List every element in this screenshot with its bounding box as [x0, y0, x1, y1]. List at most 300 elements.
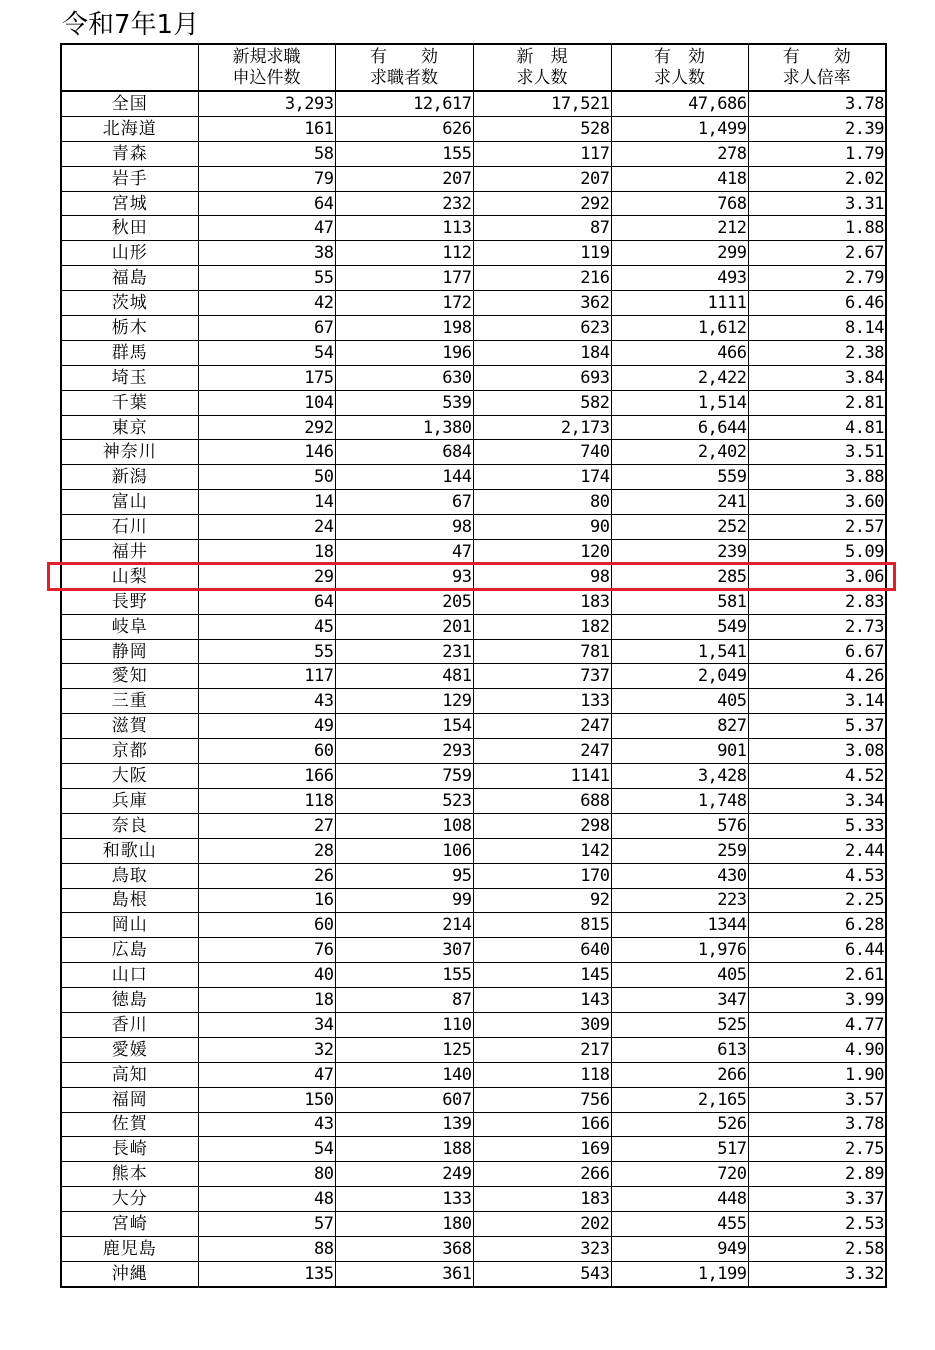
- new-applications-cell: 16: [198, 888, 335, 913]
- new-openings-cell: 80: [473, 490, 611, 515]
- new-applications-cell: 64: [198, 589, 335, 614]
- new-openings-cell: 362: [473, 291, 611, 316]
- prefecture-cell: 福井: [61, 540, 198, 565]
- prefecture-cell: 栃木: [61, 316, 198, 341]
- table-row: [61, 589, 886, 614]
- prefecture-cell: 熊本: [61, 1162, 198, 1187]
- new-applications-cell: 28: [198, 838, 335, 863]
- new-openings-cell: 182: [473, 614, 611, 639]
- ratio-cell: 8.14: [748, 316, 886, 341]
- table-row: [61, 913, 886, 938]
- active-openings-cell: 259: [611, 838, 748, 863]
- new-applications-cell: 47: [198, 216, 335, 241]
- prefecture-cell: 高知: [61, 1062, 198, 1087]
- active-openings-cell: 493: [611, 266, 748, 291]
- ratio-cell: 5.33: [748, 813, 886, 838]
- table-row: [61, 788, 886, 813]
- table-row: [61, 714, 886, 739]
- active-seekers-cell: 125: [335, 1037, 473, 1062]
- new-openings-cell: 142: [473, 838, 611, 863]
- active-seekers-cell: 684: [335, 440, 473, 465]
- active-seekers-cell: 361: [335, 1261, 473, 1286]
- new-applications-cell: 161: [198, 116, 335, 141]
- ratio-cell: 2.89: [748, 1162, 886, 1187]
- active-seekers-cell: 231: [335, 639, 473, 664]
- active-seekers-cell: 140: [335, 1062, 473, 1087]
- new-applications-cell: 104: [198, 390, 335, 415]
- new-applications-cell: 18: [198, 540, 335, 565]
- active-openings-cell: 212: [611, 216, 748, 241]
- ratio-cell: 6.46: [748, 291, 886, 316]
- active-seekers-cell: 626: [335, 116, 473, 141]
- table-row: [61, 1187, 886, 1212]
- prefecture-cell: 宮崎: [61, 1212, 198, 1237]
- new-applications-cell: 50: [198, 465, 335, 490]
- active-seekers-cell: 232: [335, 191, 473, 216]
- active-openings-cell: 2,422: [611, 365, 748, 390]
- ratio-cell: 2.75: [748, 1137, 886, 1162]
- active-openings-cell: 1,499: [611, 116, 748, 141]
- new-openings-cell: 292: [473, 191, 611, 216]
- prefecture-cell: 沖縄: [61, 1261, 198, 1286]
- active-openings-cell: 949: [611, 1236, 748, 1261]
- ratio-cell: 3.88: [748, 465, 886, 490]
- active-seekers-cell: 98: [335, 515, 473, 540]
- new-openings-cell: 247: [473, 739, 611, 764]
- table-row: [61, 390, 886, 415]
- new-applications-cell: 49: [198, 714, 335, 739]
- prefecture-cell: 島根: [61, 888, 198, 913]
- header-new-job-openings: 新 規 求人数: [473, 44, 611, 91]
- new-applications-cell: 64: [198, 191, 335, 216]
- table-row: [61, 988, 886, 1013]
- active-openings-cell: 405: [611, 963, 748, 988]
- active-openings-cell: 613: [611, 1037, 748, 1062]
- table-row: [61, 465, 886, 490]
- active-seekers-cell: 133: [335, 1187, 473, 1212]
- active-openings-cell: 2,402: [611, 440, 748, 465]
- table-row: [61, 141, 886, 166]
- active-openings-cell: 1,612: [611, 316, 748, 341]
- table-row: [61, 191, 886, 216]
- new-applications-cell: 55: [198, 266, 335, 291]
- active-seekers-cell: 108: [335, 813, 473, 838]
- new-applications-cell: 175: [198, 365, 335, 390]
- active-openings-cell: 278: [611, 141, 748, 166]
- new-openings-cell: 98: [473, 564, 611, 589]
- ratio-cell: 3.57: [748, 1087, 886, 1112]
- new-applications-cell: 135: [198, 1261, 335, 1286]
- active-seekers-cell: 155: [335, 141, 473, 166]
- active-seekers-cell: 188: [335, 1137, 473, 1162]
- table-row: [61, 863, 886, 888]
- prefecture-cell: 富山: [61, 490, 198, 515]
- active-seekers-cell: 95: [335, 863, 473, 888]
- new-applications-cell: 60: [198, 913, 335, 938]
- ratio-cell: 3.32: [748, 1261, 886, 1286]
- employment-statistics-table: [60, 43, 887, 1288]
- new-openings-cell: 756: [473, 1087, 611, 1112]
- ratio-cell: 2.81: [748, 390, 886, 415]
- active-openings-cell: 720: [611, 1162, 748, 1187]
- new-openings-cell: 528: [473, 116, 611, 141]
- new-openings-cell: 740: [473, 440, 611, 465]
- active-openings-cell: 525: [611, 1012, 748, 1037]
- ratio-cell: 3.78: [748, 1112, 886, 1137]
- active-seekers-cell: 12,617: [335, 91, 473, 116]
- active-seekers-cell: 293: [335, 739, 473, 764]
- active-openings-cell: 266: [611, 1062, 748, 1087]
- ratio-cell: 1.79: [748, 141, 886, 166]
- prefecture-cell: 愛知: [61, 664, 198, 689]
- new-openings-cell: 87: [473, 216, 611, 241]
- new-applications-cell: 54: [198, 1137, 335, 1162]
- table-row: [61, 664, 886, 689]
- ratio-cell: 3.08: [748, 739, 886, 764]
- prefecture-cell: 鳥取: [61, 863, 198, 888]
- new-openings-cell: 2,173: [473, 415, 611, 440]
- table-row: [61, 564, 886, 589]
- active-openings-cell: 430: [611, 863, 748, 888]
- ratio-cell: 4.53: [748, 863, 886, 888]
- prefecture-cell: 奈良: [61, 813, 198, 838]
- new-openings-cell: 582: [473, 390, 611, 415]
- active-openings-cell: 47,686: [611, 91, 748, 116]
- active-openings-cell: 549: [611, 614, 748, 639]
- table-row: [61, 838, 886, 863]
- new-openings-cell: 169: [473, 1137, 611, 1162]
- page-title: 令和7年1月: [62, 10, 200, 40]
- new-applications-cell: 79: [198, 166, 335, 191]
- active-openings-cell: 252: [611, 515, 748, 540]
- new-applications-cell: 76: [198, 938, 335, 963]
- active-openings-cell: 581: [611, 589, 748, 614]
- active-seekers-cell: 481: [335, 664, 473, 689]
- active-seekers-cell: 607: [335, 1087, 473, 1112]
- new-openings-cell: 216: [473, 266, 611, 291]
- prefecture-cell: 岩手: [61, 166, 198, 191]
- new-openings-cell: 323: [473, 1236, 611, 1261]
- active-seekers-cell: 112: [335, 241, 473, 266]
- table-row: [61, 440, 886, 465]
- prefecture-cell: 大阪: [61, 764, 198, 789]
- prefecture-cell: 全国: [61, 91, 198, 116]
- new-applications-cell: 292: [198, 415, 335, 440]
- ratio-cell: 3.31: [748, 191, 886, 216]
- prefecture-cell: 新潟: [61, 465, 198, 490]
- active-openings-cell: 405: [611, 689, 748, 714]
- new-applications-cell: 26: [198, 863, 335, 888]
- prefecture-cell: 長崎: [61, 1137, 198, 1162]
- new-applications-cell: 29: [198, 564, 335, 589]
- ratio-cell: 3.14: [748, 689, 886, 714]
- table-row: [61, 938, 886, 963]
- active-seekers-cell: 172: [335, 291, 473, 316]
- active-seekers-cell: 113: [335, 216, 473, 241]
- active-openings-cell: 448: [611, 1187, 748, 1212]
- header-active-job-openings: 有 効 求人数: [611, 44, 748, 91]
- ratio-cell: 5.09: [748, 540, 886, 565]
- prefecture-cell: 山梨: [61, 564, 198, 589]
- new-openings-cell: 166: [473, 1112, 611, 1137]
- header-new-applications: 新規求職 申込件数: [198, 44, 335, 91]
- prefecture-cell: 秋田: [61, 216, 198, 241]
- active-seekers-cell: 198: [335, 316, 473, 341]
- table-row: [61, 216, 886, 241]
- new-applications-cell: 55: [198, 639, 335, 664]
- active-seekers-cell: 1,380: [335, 415, 473, 440]
- active-openings-cell: 3,428: [611, 764, 748, 789]
- ratio-cell: 2.44: [748, 838, 886, 863]
- new-applications-cell: 45: [198, 614, 335, 639]
- active-seekers-cell: 207: [335, 166, 473, 191]
- prefecture-cell: 山形: [61, 241, 198, 266]
- ratio-cell: 4.81: [748, 415, 886, 440]
- active-openings-cell: 2,165: [611, 1087, 748, 1112]
- active-seekers-cell: 154: [335, 714, 473, 739]
- ratio-cell: 6.44: [748, 938, 886, 963]
- new-applications-cell: 24: [198, 515, 335, 540]
- prefecture-cell: 佐賀: [61, 1112, 198, 1137]
- prefecture-cell: 宮城: [61, 191, 198, 216]
- new-applications-cell: 38: [198, 241, 335, 266]
- prefecture-cell: 千葉: [61, 390, 198, 415]
- prefecture-cell: 北海道: [61, 116, 198, 141]
- active-openings-cell: 559: [611, 465, 748, 490]
- active-seekers-cell: 205: [335, 589, 473, 614]
- new-applications-cell: 117: [198, 664, 335, 689]
- new-openings-cell: 92: [473, 888, 611, 913]
- active-seekers-cell: 368: [335, 1236, 473, 1261]
- ratio-cell: 3.06: [748, 564, 886, 589]
- active-openings-cell: 418: [611, 166, 748, 191]
- active-seekers-cell: 630: [335, 365, 473, 390]
- active-openings-cell: 1,199: [611, 1261, 748, 1286]
- active-openings-cell: 1,514: [611, 390, 748, 415]
- table-row: [61, 316, 886, 341]
- active-openings-cell: 223: [611, 888, 748, 913]
- table-row: [61, 813, 886, 838]
- table-row: [61, 764, 886, 789]
- new-openings-cell: 202: [473, 1212, 611, 1237]
- table-row: [61, 1012, 886, 1037]
- header-active-job-seekers: 有 効 求職者数: [335, 44, 473, 91]
- new-openings-cell: 247: [473, 714, 611, 739]
- active-openings-cell: 1,541: [611, 639, 748, 664]
- new-applications-cell: 54: [198, 340, 335, 365]
- active-openings-cell: 2,049: [611, 664, 748, 689]
- ratio-cell: 4.52: [748, 764, 886, 789]
- active-openings-cell: 347: [611, 988, 748, 1013]
- active-openings-cell: 1344: [611, 913, 748, 938]
- new-openings-cell: 309: [473, 1012, 611, 1037]
- new-applications-cell: 80: [198, 1162, 335, 1187]
- active-seekers-cell: 307: [335, 938, 473, 963]
- active-seekers-cell: 67: [335, 490, 473, 515]
- active-seekers-cell: 249: [335, 1162, 473, 1187]
- new-openings-cell: 119: [473, 241, 611, 266]
- new-applications-cell: 14: [198, 490, 335, 515]
- table-row: [61, 1137, 886, 1162]
- ratio-cell: 3.34: [748, 788, 886, 813]
- table-row: [61, 415, 886, 440]
- new-openings-cell: 781: [473, 639, 611, 664]
- active-seekers-cell: 87: [335, 988, 473, 1013]
- prefecture-cell: 大分: [61, 1187, 198, 1212]
- active-seekers-cell: 155: [335, 963, 473, 988]
- table-row: [61, 91, 886, 116]
- new-applications-cell: 48: [198, 1187, 335, 1212]
- prefecture-cell: 山口: [61, 963, 198, 988]
- table-row: [61, 888, 886, 913]
- active-seekers-cell: 99: [335, 888, 473, 913]
- new-openings-cell: 133: [473, 689, 611, 714]
- active-openings-cell: 526: [611, 1112, 748, 1137]
- new-openings-cell: 145: [473, 963, 611, 988]
- new-applications-cell: 18: [198, 988, 335, 1013]
- new-openings-cell: 217: [473, 1037, 611, 1062]
- new-applications-cell: 3,293: [198, 91, 335, 116]
- new-applications-cell: 88: [198, 1236, 335, 1261]
- new-applications-cell: 27: [198, 813, 335, 838]
- new-openings-cell: 120: [473, 540, 611, 565]
- header-corner-cell: [61, 44, 198, 91]
- table-row: [61, 116, 886, 141]
- prefecture-cell: 岐阜: [61, 614, 198, 639]
- new-applications-cell: 150: [198, 1087, 335, 1112]
- active-seekers-cell: 214: [335, 913, 473, 938]
- active-seekers-cell: 47: [335, 540, 473, 565]
- new-openings-cell: 118: [473, 1062, 611, 1087]
- prefecture-cell: 鹿児島: [61, 1236, 198, 1261]
- ratio-cell: 6.67: [748, 639, 886, 664]
- active-seekers-cell: 106: [335, 838, 473, 863]
- prefecture-cell: 東京: [61, 415, 198, 440]
- new-openings-cell: 266: [473, 1162, 611, 1187]
- active-seekers-cell: 201: [335, 614, 473, 639]
- active-seekers-cell: 93: [335, 564, 473, 589]
- active-openings-cell: 768: [611, 191, 748, 216]
- table-row: [61, 1112, 886, 1137]
- table-row: [61, 1037, 886, 1062]
- ratio-cell: 3.60: [748, 490, 886, 515]
- prefecture-cell: 群馬: [61, 340, 198, 365]
- prefecture-cell: 福岡: [61, 1087, 198, 1112]
- table-row: [61, 266, 886, 291]
- active-openings-cell: 455: [611, 1212, 748, 1237]
- new-openings-cell: 737: [473, 664, 611, 689]
- prefecture-cell: 石川: [61, 515, 198, 540]
- active-openings-cell: 827: [611, 714, 748, 739]
- active-seekers-cell: 144: [335, 465, 473, 490]
- new-applications-cell: 43: [198, 1112, 335, 1137]
- table-row: [61, 1261, 886, 1286]
- active-openings-cell: 1,748: [611, 788, 748, 813]
- table-row: [61, 540, 886, 565]
- table-row: [61, 963, 886, 988]
- new-applications-cell: 40: [198, 963, 335, 988]
- active-openings-cell: 299: [611, 241, 748, 266]
- ratio-cell: 2.73: [748, 614, 886, 639]
- active-seekers-cell: 177: [335, 266, 473, 291]
- active-openings-cell: 576: [611, 813, 748, 838]
- ratio-cell: 2.58: [748, 1236, 886, 1261]
- ratio-cell: 3.99: [748, 988, 886, 1013]
- table-row: [61, 490, 886, 515]
- table-row: [61, 1212, 886, 1237]
- ratio-cell: 4.90: [748, 1037, 886, 1062]
- ratio-cell: 2.38: [748, 340, 886, 365]
- new-openings-cell: 640: [473, 938, 611, 963]
- ratio-cell: 2.57: [748, 515, 886, 540]
- active-openings-cell: 239: [611, 540, 748, 565]
- ratio-cell: 6.28: [748, 913, 886, 938]
- new-openings-cell: 143: [473, 988, 611, 1013]
- prefecture-cell: 長野: [61, 589, 198, 614]
- header-row: [61, 44, 886, 91]
- prefecture-cell: 香川: [61, 1012, 198, 1037]
- ratio-cell: 3.37: [748, 1187, 886, 1212]
- prefecture-cell: 神奈川: [61, 440, 198, 465]
- new-openings-cell: 693: [473, 365, 611, 390]
- new-openings-cell: 207: [473, 166, 611, 191]
- ratio-cell: 3.78: [748, 91, 886, 116]
- ratio-cell: 2.67: [748, 241, 886, 266]
- table-row: [61, 1087, 886, 1112]
- active-seekers-cell: 139: [335, 1112, 473, 1137]
- new-applications-cell: 58: [198, 141, 335, 166]
- new-openings-cell: 688: [473, 788, 611, 813]
- new-applications-cell: 118: [198, 788, 335, 813]
- new-applications-cell: 146: [198, 440, 335, 465]
- table-row: [61, 241, 886, 266]
- prefecture-cell: 岡山: [61, 913, 198, 938]
- ratio-cell: 4.26: [748, 664, 886, 689]
- active-openings-cell: 1111: [611, 291, 748, 316]
- table-row: [61, 614, 886, 639]
- active-openings-cell: 6,644: [611, 415, 748, 440]
- new-applications-cell: 34: [198, 1012, 335, 1037]
- active-openings-cell: 241: [611, 490, 748, 515]
- new-openings-cell: 543: [473, 1261, 611, 1286]
- new-openings-cell: 174: [473, 465, 611, 490]
- new-openings-cell: 183: [473, 589, 611, 614]
- active-openings-cell: 901: [611, 739, 748, 764]
- new-openings-cell: 184: [473, 340, 611, 365]
- ratio-cell: 3.84: [748, 365, 886, 390]
- new-openings-cell: 17,521: [473, 91, 611, 116]
- new-applications-cell: 67: [198, 316, 335, 341]
- active-seekers-cell: 523: [335, 788, 473, 813]
- ratio-cell: 5.37: [748, 714, 886, 739]
- new-applications-cell: 42: [198, 291, 335, 316]
- prefecture-cell: 広島: [61, 938, 198, 963]
- new-applications-cell: 57: [198, 1212, 335, 1237]
- active-openings-cell: 1,976: [611, 938, 748, 963]
- table-row: [61, 739, 886, 764]
- active-seekers-cell: 196: [335, 340, 473, 365]
- table-row: [61, 291, 886, 316]
- ratio-cell: 2.79: [748, 266, 886, 291]
- table-row: [61, 166, 886, 191]
- new-applications-cell: 43: [198, 689, 335, 714]
- prefecture-cell: 三重: [61, 689, 198, 714]
- ratio-cell: 2.02: [748, 166, 886, 191]
- active-seekers-cell: 110: [335, 1012, 473, 1037]
- prefecture-cell: 埼玉: [61, 365, 198, 390]
- header-job-opening-ratio: 有 効 求人倍率: [748, 44, 886, 91]
- ratio-cell: 1.88: [748, 216, 886, 241]
